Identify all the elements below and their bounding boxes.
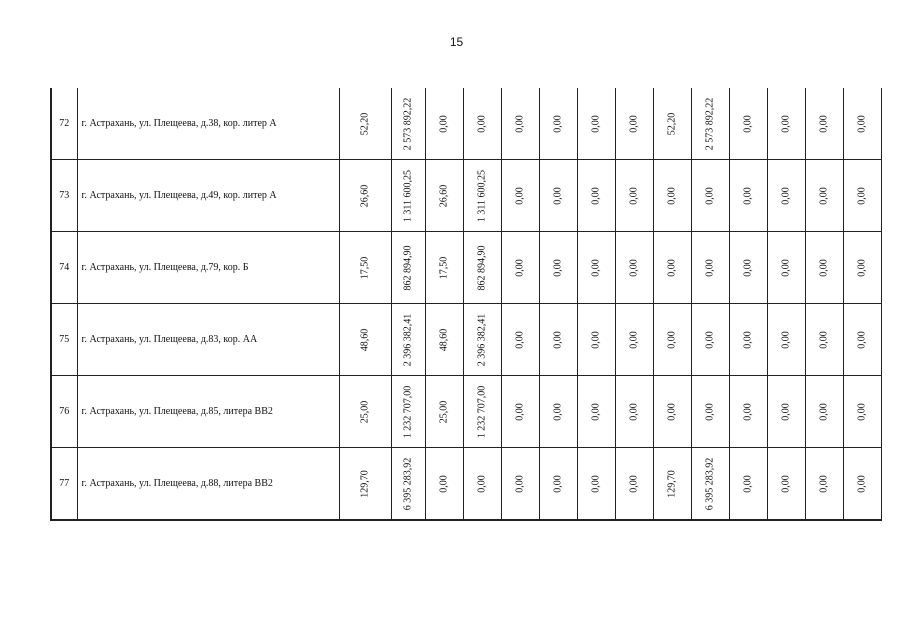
- value-cell: [805, 448, 843, 521]
- table-row: [51, 376, 881, 448]
- value-text: 6 395 283,92: [704, 457, 716, 510]
- row-number: 76: [51, 376, 77, 448]
- value-cell: [729, 88, 767, 160]
- value-cell: [539, 160, 577, 232]
- value-cell: [691, 88, 729, 160]
- value-cell: [653, 88, 691, 160]
- value-text: 0,00: [438, 474, 450, 493]
- value-text: 0,00: [780, 186, 792, 205]
- value-cell: [391, 160, 425, 232]
- value-text: 0,00: [704, 330, 716, 349]
- value-cell: [843, 88, 881, 160]
- value-cell: [539, 448, 577, 521]
- value-text: 17,50: [359, 256, 371, 279]
- value-text: 0,00: [476, 474, 488, 493]
- value-cell: [691, 448, 729, 521]
- value-text: 0,00: [628, 186, 640, 205]
- value-text: 25,00: [438, 400, 450, 423]
- value-text: 0,00: [514, 258, 526, 277]
- value-cell: [691, 304, 729, 376]
- value-text: 0,00: [704, 402, 716, 421]
- value-text: 0,00: [628, 330, 640, 349]
- buildings-table: [50, 88, 882, 521]
- address-cell: г. Астрахань, ул. Плещеева, д.88, литера ВВ2: [77, 448, 339, 521]
- value-cell: [539, 376, 577, 448]
- value-text: 26,60: [359, 184, 371, 207]
- value-cell: [539, 88, 577, 160]
- value-text: 0,00: [742, 330, 754, 349]
- value-cell: [653, 232, 691, 304]
- value-cell: [653, 160, 691, 232]
- value-text: 0,00: [818, 330, 830, 349]
- value-cell: [843, 232, 881, 304]
- value-text: 0,00: [552, 114, 564, 133]
- value-cell: [767, 304, 805, 376]
- row-number: 74: [51, 232, 77, 304]
- value-text: 0,00: [742, 114, 754, 133]
- value-text: 0,00: [666, 258, 678, 277]
- value-text: 129,70: [666, 469, 678, 498]
- value-text: 48,60: [438, 328, 450, 351]
- value-cell: [805, 304, 843, 376]
- value-text: 0,00: [704, 258, 716, 277]
- value-cell: [463, 448, 501, 521]
- value-cell: [463, 88, 501, 160]
- value-cell: [843, 304, 881, 376]
- value-cell: [501, 160, 539, 232]
- value-cell: [615, 304, 653, 376]
- value-text: 0,00: [590, 330, 602, 349]
- row-number: 75: [51, 304, 77, 376]
- value-cell: [391, 232, 425, 304]
- value-text: 0,00: [856, 402, 868, 421]
- row-number: 77: [51, 448, 77, 521]
- value-cell: [391, 88, 425, 160]
- value-cell: [501, 376, 539, 448]
- value-cell: [425, 160, 463, 232]
- value-text: 0,00: [628, 402, 640, 421]
- value-text: 0,00: [742, 474, 754, 493]
- value-cell: [729, 232, 767, 304]
- value-cell: [615, 160, 653, 232]
- value-cell: [843, 376, 881, 448]
- value-text: 0,00: [552, 186, 564, 205]
- value-text: 0,00: [666, 402, 678, 421]
- value-text: 52,20: [666, 112, 678, 135]
- table-row: [51, 448, 881, 521]
- value-text: 0,00: [704, 186, 716, 205]
- value-cell: [539, 304, 577, 376]
- value-cell: [577, 160, 615, 232]
- address-cell: г. Астрахань, ул. Плещеева, д.85, литера ВВ2: [77, 376, 339, 448]
- value-cell: [501, 304, 539, 376]
- table-row: [51, 88, 881, 160]
- value-text: 1 311 600,25: [476, 169, 488, 222]
- value-text: 0,00: [552, 402, 564, 421]
- value-cell: [425, 232, 463, 304]
- value-cell: [339, 304, 391, 376]
- address-cell: г. Астрахань, ул. Плещеева, д.83, кор. АА: [77, 304, 339, 376]
- value-text: 0,00: [856, 114, 868, 133]
- value-cell: [805, 376, 843, 448]
- value-text: 17,50: [438, 256, 450, 279]
- value-text: 1 232 707,00: [476, 385, 488, 438]
- value-cell: [653, 448, 691, 521]
- value-text: 862 894,90: [402, 245, 414, 290]
- value-cell: [339, 232, 391, 304]
- value-cell: [391, 448, 425, 521]
- value-cell: [615, 448, 653, 521]
- value-text: 0,00: [552, 258, 564, 277]
- value-text: 0,00: [628, 114, 640, 133]
- value-cell: [501, 448, 539, 521]
- value-cell: [805, 232, 843, 304]
- value-text: 0,00: [514, 330, 526, 349]
- address-cell: г. Астрахань, ул. Плещеева, д.38, кор. литер А: [77, 88, 339, 160]
- value-cell: [843, 160, 881, 232]
- value-text: 6 395 283,92: [402, 457, 414, 510]
- value-cell: [653, 304, 691, 376]
- value-text: 0,00: [856, 474, 868, 493]
- value-cell: [501, 88, 539, 160]
- value-cell: [843, 448, 881, 521]
- value-cell: [729, 376, 767, 448]
- value-text: 0,00: [552, 474, 564, 493]
- value-cell: [339, 376, 391, 448]
- value-cell: [767, 232, 805, 304]
- value-cell: [577, 304, 615, 376]
- value-cell: [729, 160, 767, 232]
- value-cell: [577, 376, 615, 448]
- value-text: 0,00: [666, 330, 678, 349]
- value-text: 0,00: [628, 258, 640, 277]
- value-text: 0,00: [742, 258, 754, 277]
- row-number: 73: [51, 160, 77, 232]
- value-cell: [577, 448, 615, 521]
- value-text: 0,00: [628, 474, 640, 493]
- value-text: 0,00: [818, 186, 830, 205]
- value-cell: [391, 304, 425, 376]
- value-cell: [339, 448, 391, 521]
- value-text: 2 573 892,22: [402, 97, 414, 150]
- address-cell: г. Астрахань, ул. Плещеева, д.49, кор. литер А: [77, 160, 339, 232]
- value-text: 0,00: [780, 258, 792, 277]
- value-cell: [339, 160, 391, 232]
- value-text: 0,00: [590, 402, 602, 421]
- value-text: 0,00: [742, 402, 754, 421]
- value-text: 1 232 707,00: [402, 385, 414, 438]
- value-text: 0,00: [780, 114, 792, 133]
- table-row: [51, 160, 881, 232]
- value-cell: [729, 448, 767, 521]
- value-text: 0,00: [818, 258, 830, 277]
- value-cell: [501, 232, 539, 304]
- value-text: 0,00: [856, 186, 868, 205]
- value-text: 48,60: [359, 328, 371, 351]
- value-cell: [615, 232, 653, 304]
- value-text: 0,00: [590, 474, 602, 493]
- value-cell: [805, 160, 843, 232]
- value-text: 26,60: [438, 184, 450, 207]
- value-cell: [425, 88, 463, 160]
- value-text: 0,00: [438, 114, 450, 133]
- value-text: 0,00: [780, 474, 792, 493]
- value-text: 1 311 600,25: [402, 169, 414, 222]
- value-text: 0,00: [742, 186, 754, 205]
- value-cell: [767, 376, 805, 448]
- value-text: 2 396 382,41: [402, 313, 414, 366]
- value-text: 0,00: [780, 402, 792, 421]
- value-cell: [425, 448, 463, 521]
- value-cell: [767, 160, 805, 232]
- value-cell: [539, 232, 577, 304]
- table-row: [51, 232, 881, 304]
- value-cell: [339, 88, 391, 160]
- value-text: 129,70: [359, 469, 371, 498]
- value-cell: [691, 376, 729, 448]
- value-cell: [615, 88, 653, 160]
- value-text: 0,00: [514, 474, 526, 493]
- value-cell: [463, 376, 501, 448]
- value-cell: [463, 160, 501, 232]
- value-cell: [425, 304, 463, 376]
- value-text: 0,00: [552, 330, 564, 349]
- value-text: 0,00: [514, 186, 526, 205]
- value-cell: [615, 376, 653, 448]
- value-text: 0,00: [780, 330, 792, 349]
- value-cell: [805, 88, 843, 160]
- value-text: 0,00: [590, 186, 602, 205]
- value-text: 862 894,90: [476, 245, 488, 290]
- value-cell: [425, 376, 463, 448]
- value-text: 2 396 382,41: [476, 313, 488, 366]
- value-cell: [767, 88, 805, 160]
- value-text: 25,00: [359, 400, 371, 423]
- value-text: 0,00: [856, 330, 868, 349]
- value-text: 0,00: [514, 402, 526, 421]
- value-text: 52,20: [359, 112, 371, 135]
- table-row: [51, 304, 881, 376]
- value-cell: [463, 232, 501, 304]
- value-cell: [577, 88, 615, 160]
- value-text: 0,00: [514, 114, 526, 133]
- value-text: 0,00: [590, 114, 602, 133]
- row-number: 72: [51, 88, 77, 160]
- value-text: 0,00: [476, 114, 488, 133]
- value-cell: [653, 376, 691, 448]
- value-text: 2 573 892,22: [704, 97, 716, 150]
- value-text: 0,00: [818, 474, 830, 493]
- value-cell: [691, 232, 729, 304]
- value-text: 0,00: [666, 186, 678, 205]
- value-text: 0,00: [818, 114, 830, 133]
- value-text: 0,00: [856, 258, 868, 277]
- value-cell: [463, 304, 501, 376]
- value-text: 0,00: [590, 258, 602, 277]
- value-cell: [391, 376, 425, 448]
- value-text: 0,00: [818, 402, 830, 421]
- value-cell: [577, 232, 615, 304]
- value-cell: [767, 448, 805, 521]
- value-cell: [691, 160, 729, 232]
- address-cell: г. Астрахань, ул. Плещеева, д.79, кор. Б: [77, 232, 339, 304]
- page-number: 15: [449, 35, 464, 49]
- value-cell: [729, 304, 767, 376]
